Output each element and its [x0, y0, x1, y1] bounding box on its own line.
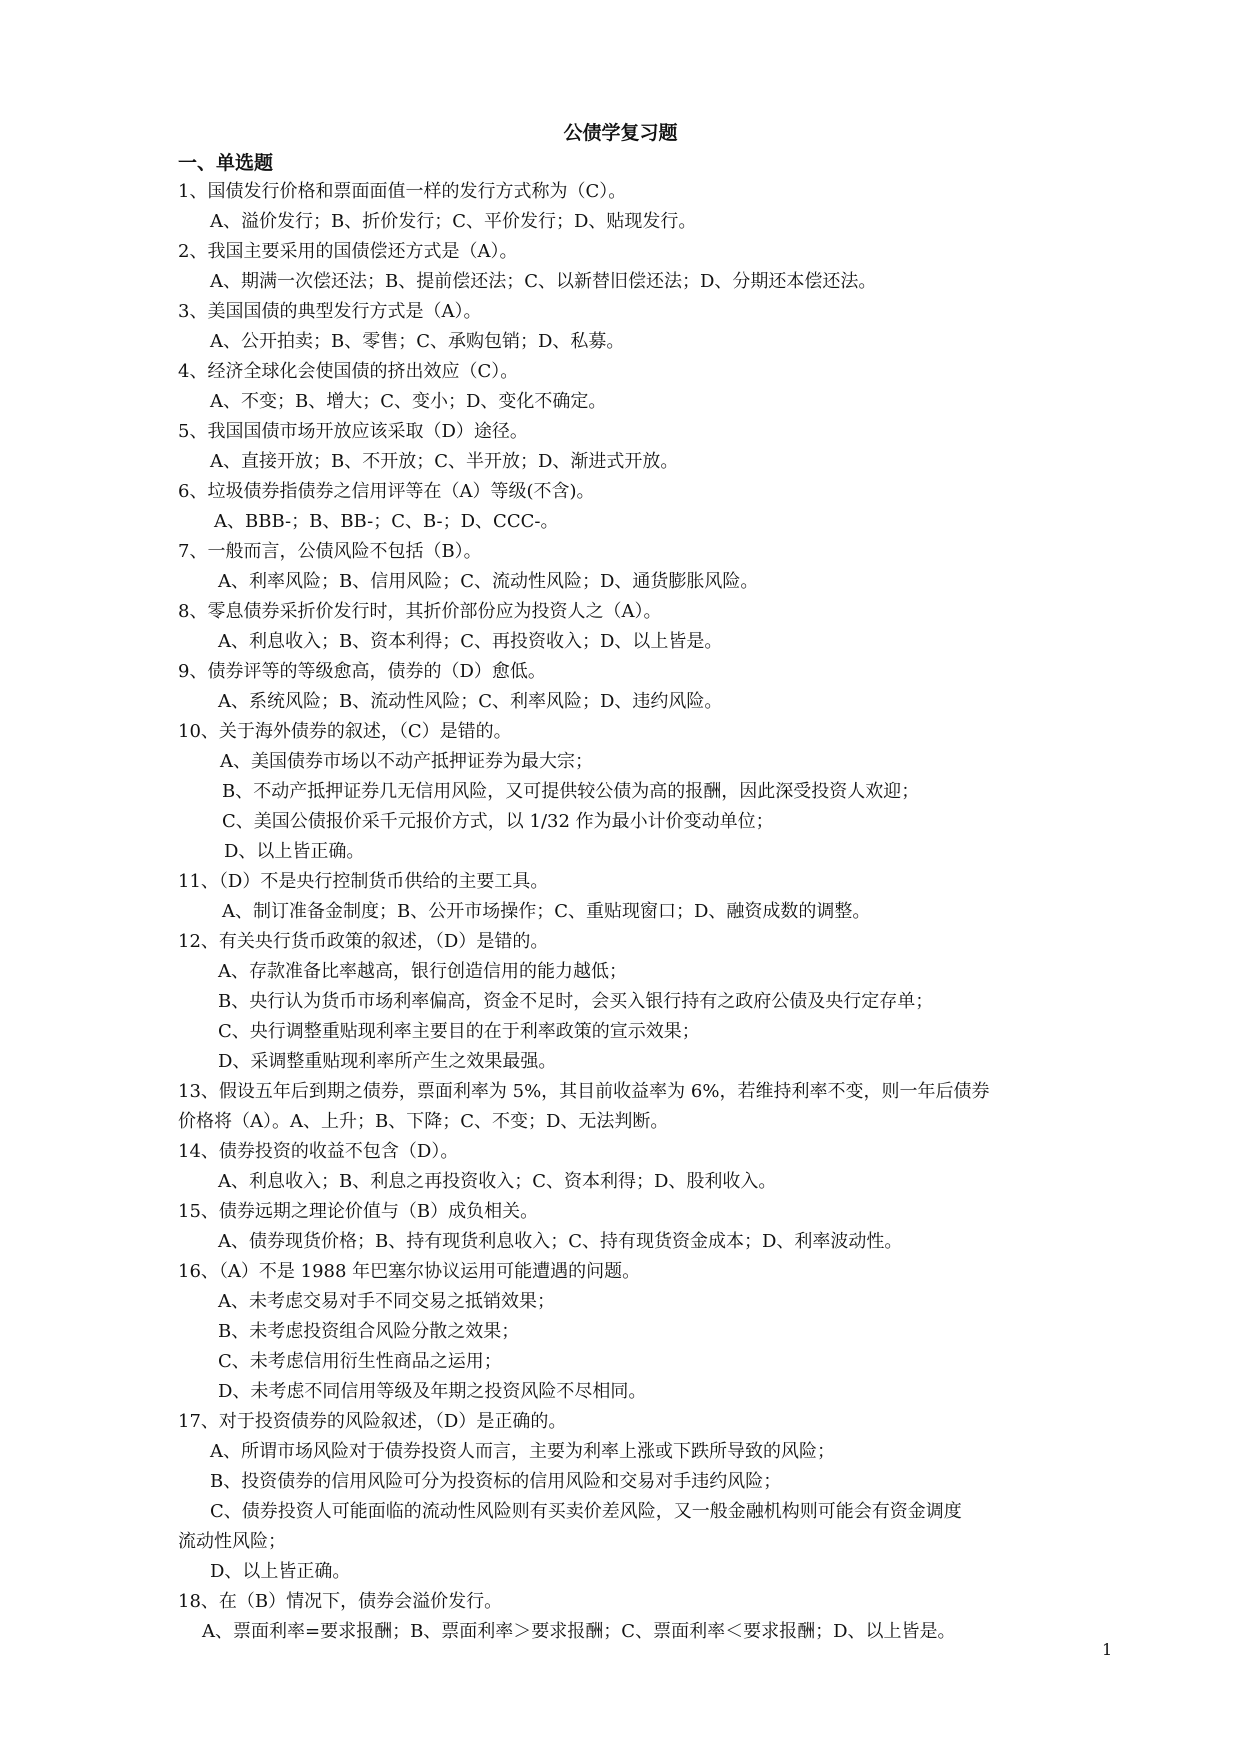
page-number: 1 [1102, 1640, 1113, 1659]
answer-options: A、溢价发行；B、折价发行；C、平价发行；D、贴现发行。 [210, 211, 697, 232]
answer-options: A、利息收入；B、资本利得；C、再投资收入；D、以上皆是。 [218, 631, 723, 652]
question-line: 6、垃圾债券指债券之信用评等在（A）等级(不含)。 [178, 481, 595, 502]
question-line: 5、我国国债市场开放应该采取（D）途径。 [178, 421, 528, 442]
answer-option-line: B、未考虑投资组合风险分散之效果； [218, 1321, 520, 1342]
answer-option-line: D、采调整重贴现利率所产生之效果最强。 [218, 1051, 557, 1072]
question-line: 10、关于海外债券的叙述，（C）是错的。 [178, 721, 512, 742]
question-line: 4、经济全球化会使国债的挤出效应（C）。 [178, 361, 519, 382]
answer-options: A、公开拍卖；B、零售；C、承购包销；D、私募。 [210, 331, 625, 352]
question-line: 11、（D）不是央行控制货币供给的主要工具。 [178, 871, 549, 892]
question-line: 16、（A）不是 1988 年巴塞尔协议运用可能遭遇的问题。 [178, 1261, 641, 1282]
question-line: 18、在（B）情况下，债券会溢价发行。 [178, 1591, 503, 1612]
question-line: 12、有关央行货币政策的叙述，（D）是错的。 [178, 931, 549, 952]
answer-options: A、票面利率=要求报酬；B、票面利率＞要求报酬；C、票面利率＜要求报酬；D、以上皆是。 [202, 1621, 956, 1642]
answer-option-line: A、美国债券市场以不动产抵押证券为最大宗； [220, 751, 593, 772]
answer-option-line: B、央行认为货币市场利率偏高，资金不足时，会买入银行持有之政府公债及央行定存单； [218, 991, 934, 1012]
answer-options: A、债券现货价格；B、持有现货利息收入；C、持有现货资金成本；D、利率波动性。 [218, 1231, 903, 1252]
question-line: 14、债券投资的收益不包含（D）。 [178, 1141, 459, 1162]
question-line: 3、美国国债的典型发行方式是（A）。 [178, 301, 482, 322]
answer-options: A、直接开放；B、不开放；C、半开放；D、渐进式开放。 [210, 451, 679, 472]
question-line: 1、国债发行价格和票面面值一样的发行方式称为（C）。 [178, 181, 627, 202]
question-line: 2、我国主要采用的国债偿还方式是（A）。 [178, 241, 518, 262]
answer-option-line: D、以上皆正确。 [210, 1561, 351, 1582]
question-continuation: 流动性风险； [178, 1531, 286, 1552]
question-line: 17、对于投资债券的风险叙述，（D）是正确的。 [178, 1411, 567, 1432]
answer-option-line: C、美国公债报价采千元报价方式，以 1/32 作为最小计价变动单位； [222, 811, 774, 832]
question-line: 8、零息债券采折价发行时，其折价部份应为投资人之（A）。 [178, 601, 662, 622]
question-line: 9、债券评等的等级愈高，债券的（D）愈低。 [178, 661, 546, 682]
section-heading: 一、单选题 [178, 152, 274, 174]
answer-options: A、不变；B、增大；C、变小；D、变化不确定。 [210, 391, 607, 412]
question-line: 15、债券远期之理论价值与（B）成负相关。 [178, 1201, 539, 1222]
answer-options: A、利息收入；B、利息之再投资收入；C、资本利得；D、股利收入。 [218, 1171, 777, 1192]
answer-options: A、系统风险；B、流动性风险；C、利率风险；D、违约风险。 [218, 691, 723, 712]
question-line: 7、一般而言，公债风险不包括（B）。 [178, 541, 482, 562]
answer-option-line: D、未考虑不同信用等级及年期之投资风险不尽相同。 [218, 1381, 647, 1402]
answer-options: A、期满一次偿还法；B、提前偿还法；C、以新替旧偿还法；D、分期还本偿还法。 [210, 271, 877, 292]
answer-option-line: C、债券投资人可能面临的流动性风险则有买卖价差风险，又一般金融机构则可能会有资金调度 [210, 1501, 962, 1522]
answer-option-line: A、未考虑交易对手不同交易之抵销效果； [218, 1291, 555, 1312]
answer-options: A、BBB-；B、BB-；C、B-；D、CCC-。 [214, 511, 559, 532]
answer-options: A、利率风险；B、信用风险；C、流动性风险；D、通货膨胀风险。 [218, 571, 759, 592]
answer-options: A、制订准备金制度；B、公开市场操作；C、重贴现窗口；D、融资成数的调整。 [222, 901, 871, 922]
answer-option-line: B、投资债券的信用风险可分为投资标的信用风险和交易对手违约风险； [210, 1471, 782, 1492]
answer-option-line: B、不动产抵押证券几无信用风险，又可提供较公债为高的报酬，因此深受投资人欢迎； [222, 781, 920, 802]
page-title: 公债学复习题 [563, 122, 678, 144]
answer-option-line: D、以上皆正确。 [224, 841, 365, 862]
question-line: 13、假设五年后到期之债券，票面利率为 5%，其目前收益率为 6%，若维持利率不变，则一年后债券 [178, 1081, 990, 1102]
answer-option-line: C、未考虑信用衍生性商品之运用； [218, 1351, 502, 1372]
question-continuation: 价格将（A）。A、上升；B、下降；C、不变；D、无法判断。 [178, 1111, 669, 1132]
answer-option-line: C、央行调整重贴现利率主要目的在于利率政策的宣示效果； [218, 1021, 700, 1042]
answer-option-line: A、所谓市场风险对于债券投资人而言，主要为利率上涨或下跌所导致的风险； [210, 1441, 835, 1462]
answer-option-line: A、存款准备比率越高，银行创造信用的能力越低； [218, 961, 627, 982]
